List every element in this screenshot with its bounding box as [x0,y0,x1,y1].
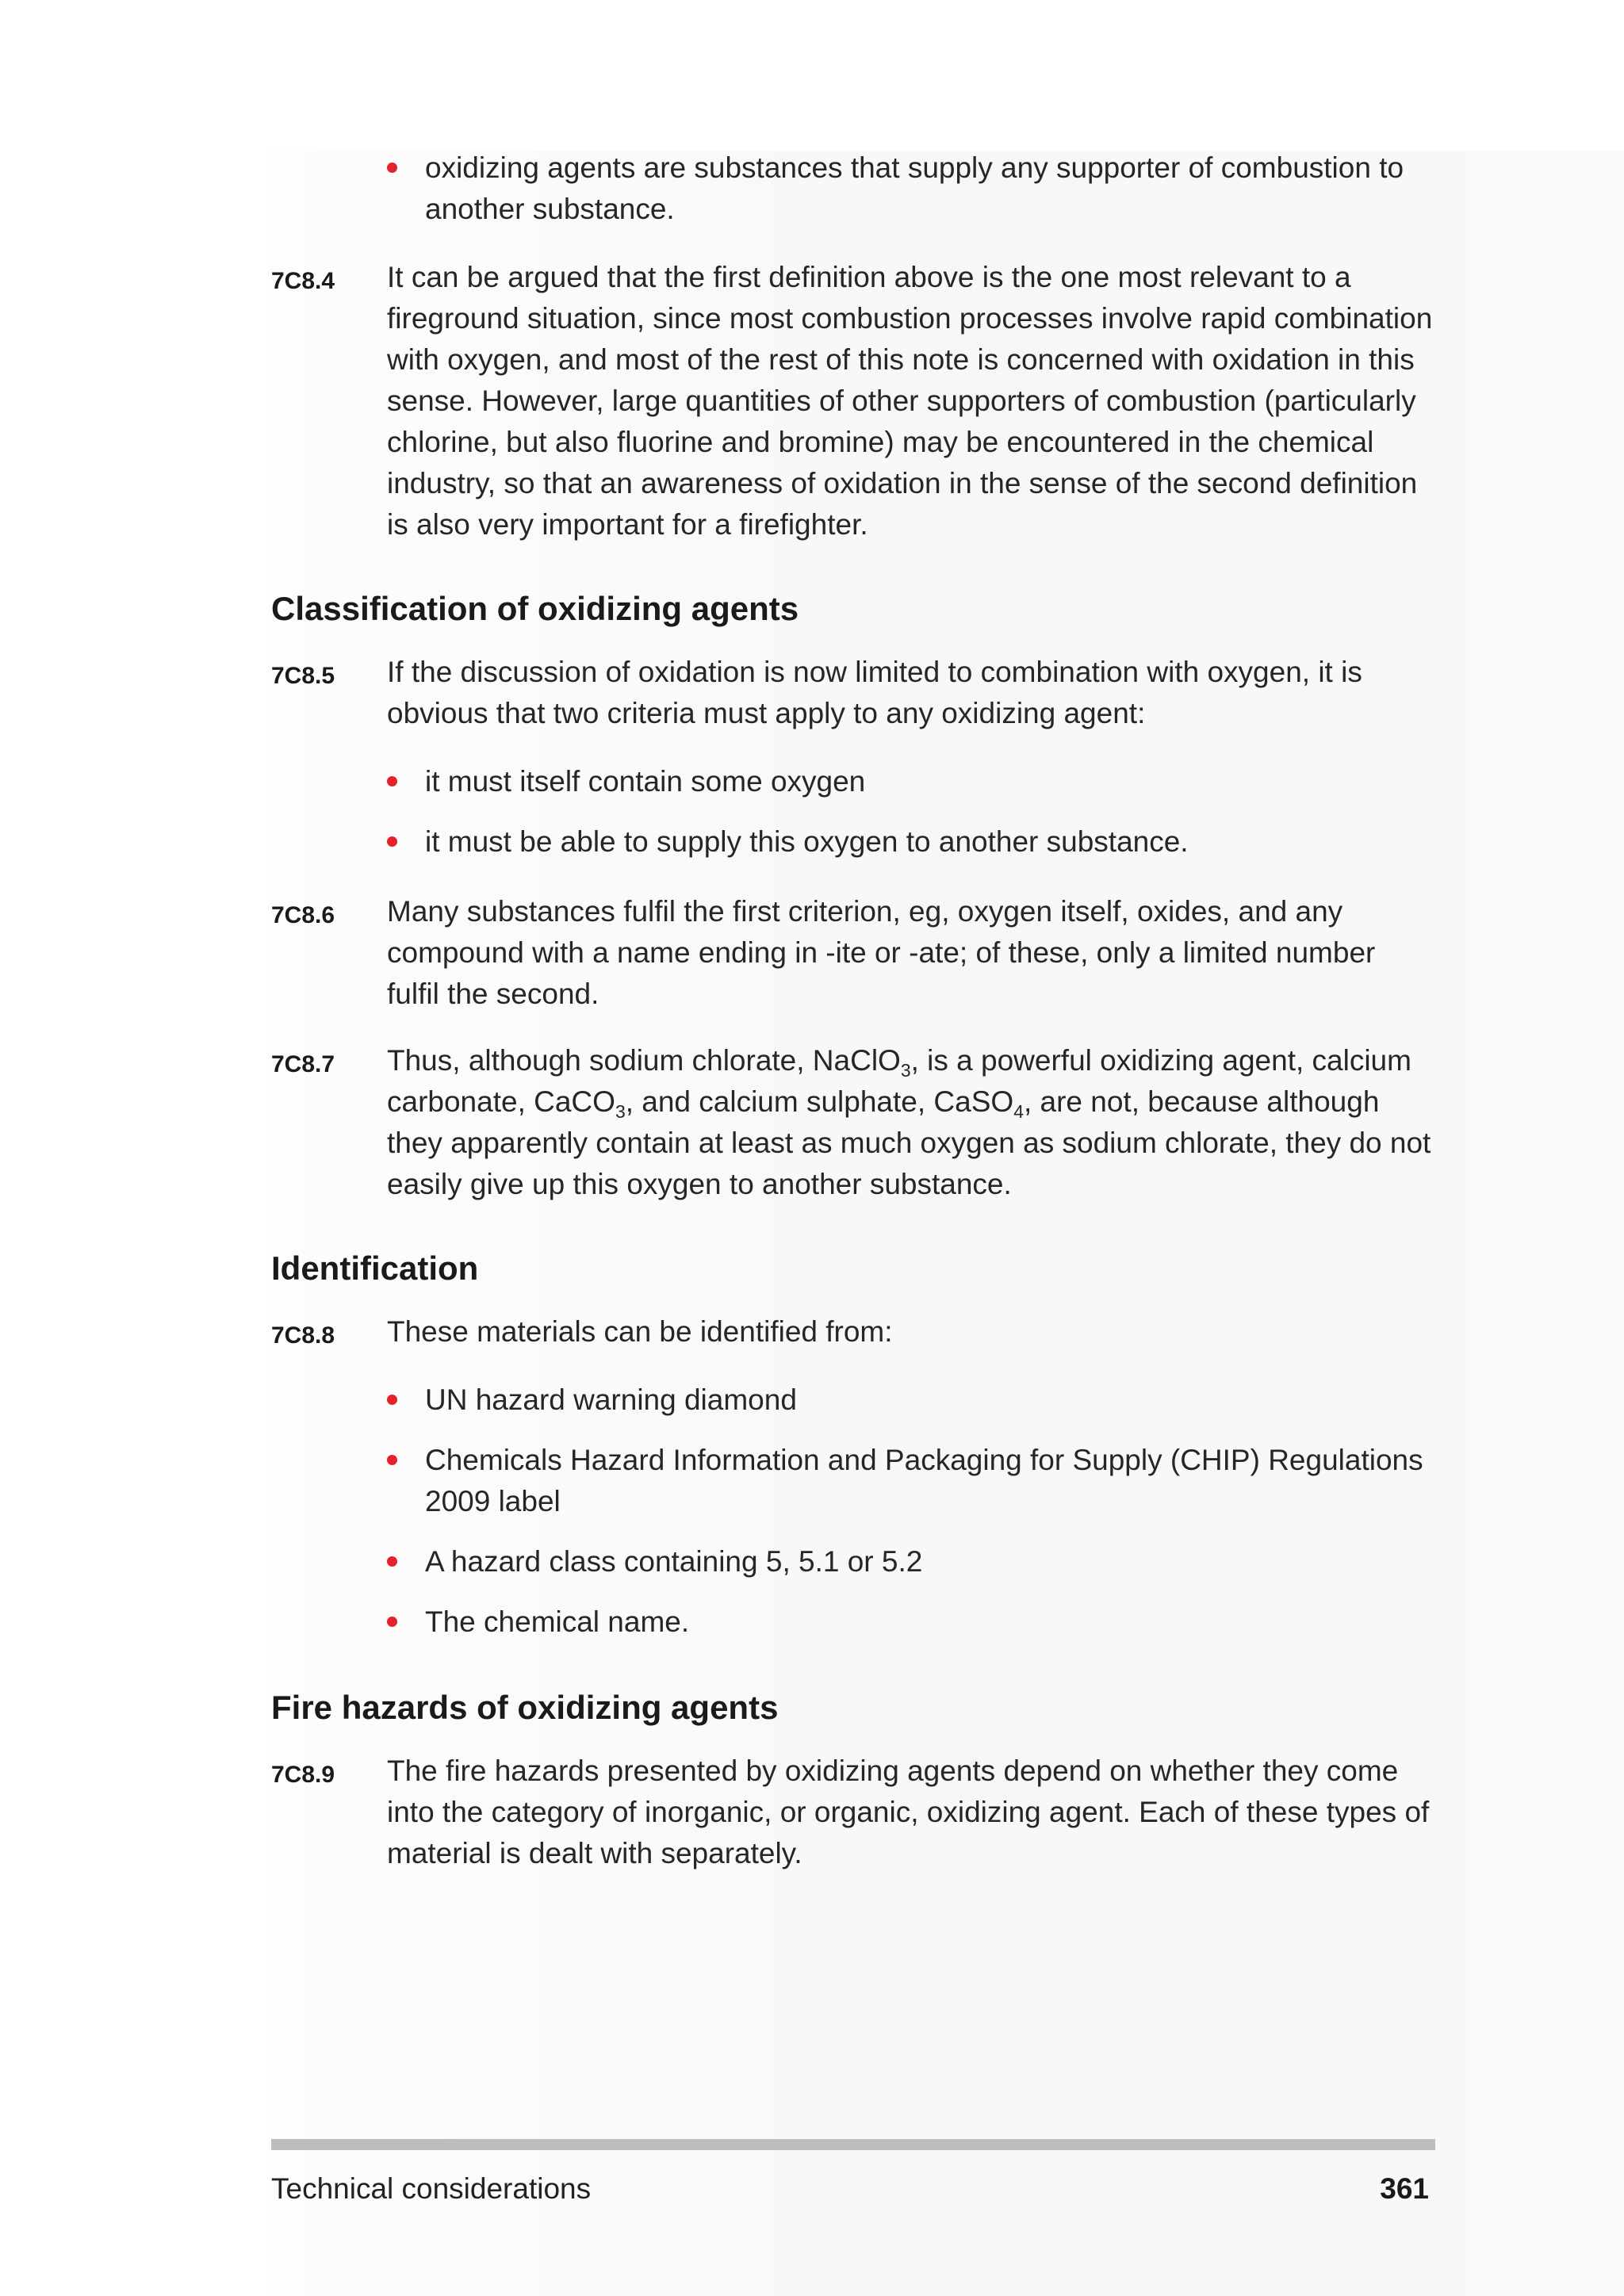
paragraph-text: If the discussion of oxidation is now limited to combination with oxygen, it is obvious that two criteria must apply to any oxidizing agent: [387,656,1362,729]
bullet-text: it must itself contain some oxygen [425,765,866,798]
paragraph-number: 7C8.6 [271,902,335,928]
text-run: , are not, because although they apparently contain at least as much oxygen as sodium chlorate, they do not easily give up this oxygen to another substance. [387,1085,1431,1200]
subscript: 3 [900,1060,911,1081]
bullet-text: The chemical name. [425,1605,690,1638]
bullet-text: A hazard class containing 5, 5.1 or 5.2 [425,1545,923,1578]
paragraph-text: Many substances fulfil the first criterion, eg, oxygen itself, oxides, and any compound with a name ending in -ite or -ate; of these, only a limited number fulfil the second. [387,895,1376,1010]
bullet-dot [387,776,397,786]
section-heading-fire-hazards: Fire hazards of oxidizing agents [271,1689,779,1726]
paragraph-number: 7C8.9 [271,1762,335,1788]
subscript: 4 [1013,1101,1024,1123]
footer-section-title: Technical considerations [271,2172,592,2205]
bullet-dot [387,1556,397,1567]
paragraph-text: It can be argued that the first definition above is the one most relevant to a fireground situation, since most combustion processes involve rapid combination with oxygen, and most of the rest of this note is concerned with oxidation in this sense. However, large quantities of other supporters of combustion (particularly chlorine, but also fluorine and bromine) may be encountered in the chemical industry, so that an awareness of oxidation in the sense of the second definition is also very important for a firefighter. [387,261,1433,541]
paragraph-number: 7C8.4 [271,268,335,294]
bullet-dot [387,1617,397,1627]
bullet-text: oxidizing agents are substances that supply any supporter of combustion to another substance. [425,151,1404,225]
section-heading-classification: Classification of oxidizing agents [271,590,799,627]
text-run: , and calcium sulphate, CaSO [625,1085,1014,1118]
page-number: 361 [1380,2172,1429,2205]
footer-rule [271,2139,1435,2150]
subscript: 3 [615,1101,626,1123]
paragraph-text [387,1040,1435,1205]
bullet-text: Chemicals Hazard Information and Packaging for Supply (CHIP) Regulations 2009 label [425,1444,1423,1517]
bullet-text: UN hazard warning diamond [425,1383,797,1416]
text-run: Thus, although sodium chlorate, NaClO [387,1044,901,1077]
bullet-dot [387,163,397,173]
section-heading-identification: Identification [271,1249,479,1287]
paragraph-number: 7C8.8 [271,1322,335,1349]
bullet-dot [387,1455,397,1465]
paragraph-number: 7C8.5 [271,663,335,689]
bullet-text: it must be able to supply this oxygen to another substance. [425,825,1189,858]
paragraph-text: These materials can be identified from: [387,1315,893,1348]
paragraph-text: The fire hazards presented by oxidizing agents depend on whether they come into the category of inorganic, or organic, oxidizing agent. Each of these types of material is dealt with separately. [387,1755,1430,1869]
bullet-dot [387,836,397,847]
paragraph-number: 7C8.7 [271,1051,335,1077]
bullet-dot [387,1395,397,1405]
text-run: , is a powerful oxidizing agent, calcium carbonate, CaCO [387,1044,1411,1118]
